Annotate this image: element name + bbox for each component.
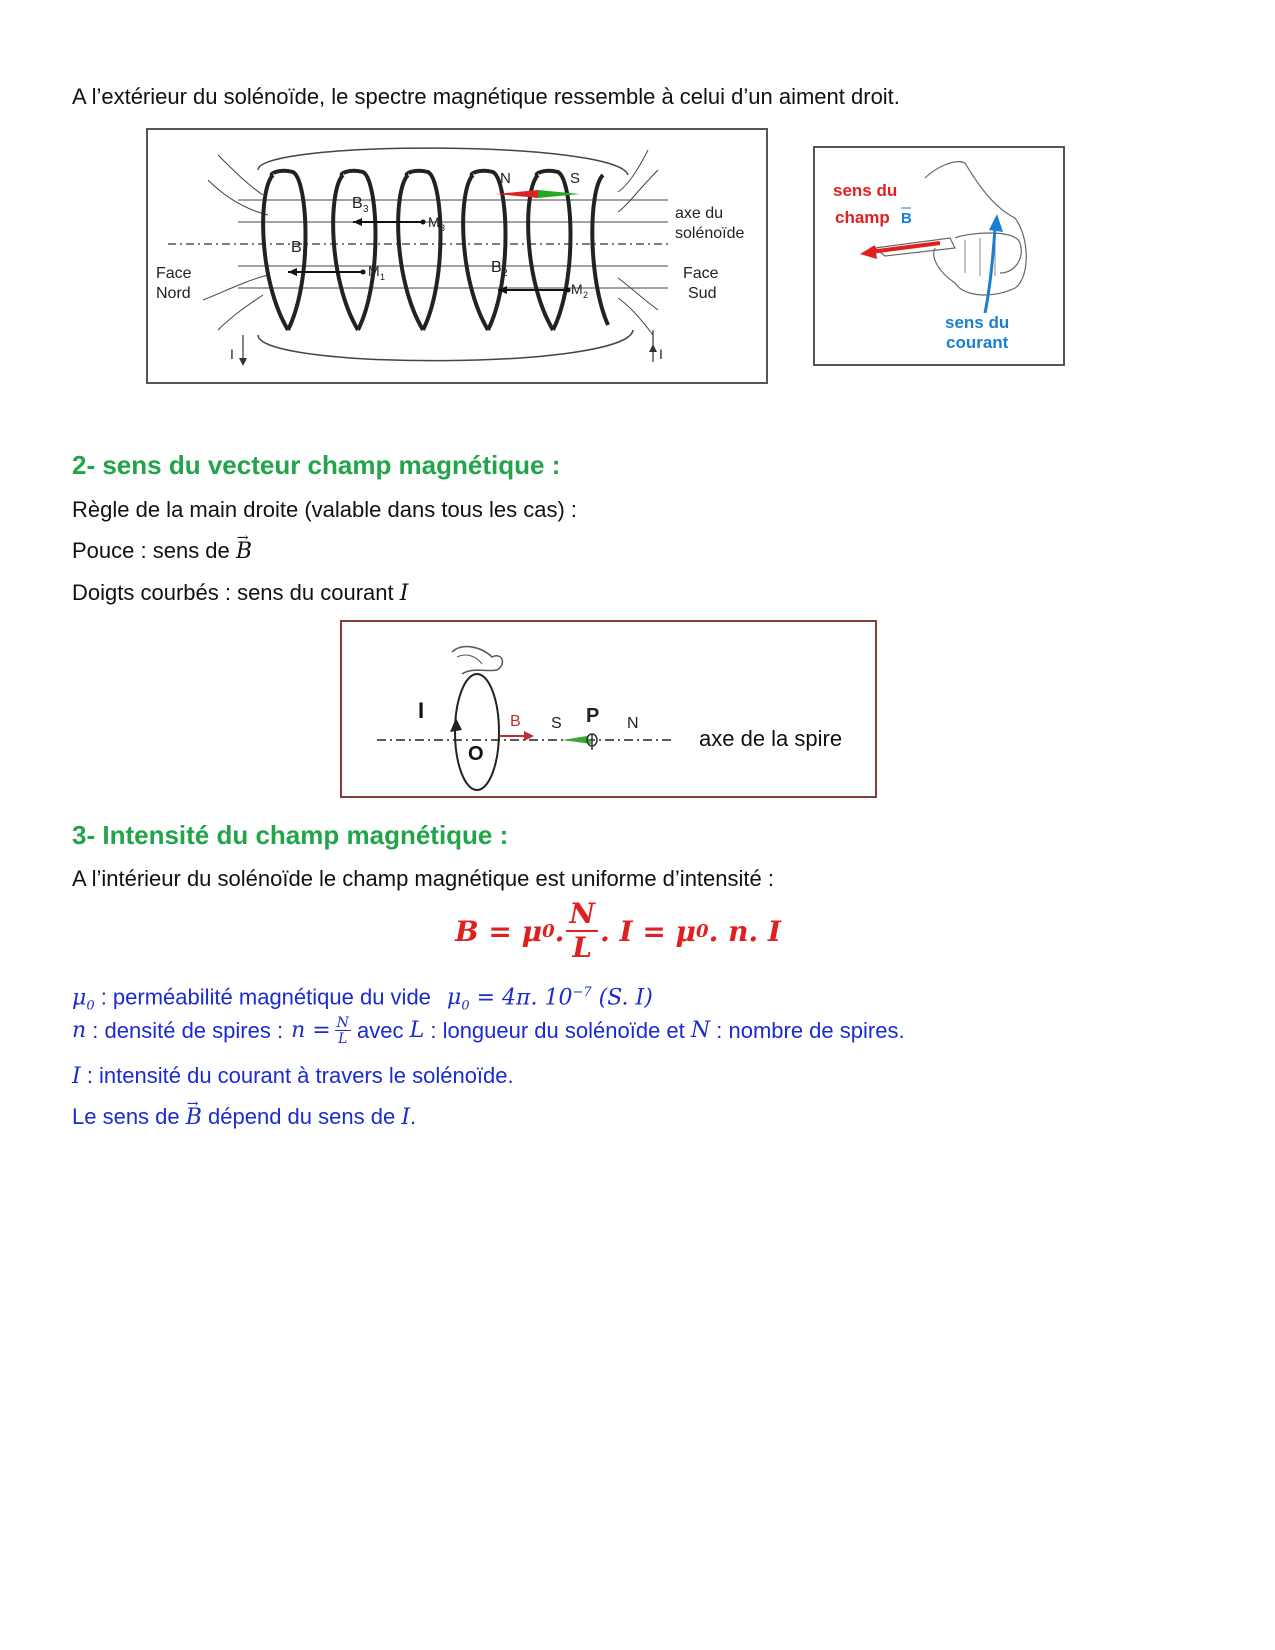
spire-center-label: O xyxy=(468,743,484,765)
n-text: : densité de spires : xyxy=(86,1018,284,1043)
thumb-prefix: Pouce : sens de xyxy=(72,538,230,563)
b2-sub: 2 xyxy=(502,268,508,279)
face-nord-label-1: Face xyxy=(156,265,192,282)
m1-sub: 1 xyxy=(380,272,386,282)
formula-sub0: 0 xyxy=(542,920,555,942)
axis-label-1: axe du xyxy=(675,205,724,222)
spire-s-label: S xyxy=(551,715,562,732)
direction-end: . xyxy=(410,1104,417,1129)
mu-exp: −7 xyxy=(572,985,592,1000)
mu-value: = 4π. 10 xyxy=(469,985,573,1011)
needle-n-label: N xyxy=(500,170,511,187)
b1-label: B xyxy=(291,239,302,256)
spire-p-label: P xyxy=(586,705,600,727)
formula-rest: . I = μ xyxy=(600,914,697,948)
direction-line xyxy=(72,1104,416,1131)
mu-definition xyxy=(72,980,653,1020)
mu-text: : perméabilité magnétique du vide xyxy=(94,984,431,1010)
mu-sub: 0 xyxy=(86,998,95,1014)
face-sud-label-1: Face xyxy=(683,265,719,282)
I-var: I xyxy=(72,1064,81,1089)
field-label-2: champ xyxy=(835,208,890,227)
rule-text: Règle de la main droite (valable dans tous les cas) : xyxy=(72,497,578,522)
b1-sub: 1 xyxy=(302,248,308,259)
field-label-1: sens du xyxy=(833,181,898,200)
formula-dot: . xyxy=(554,914,565,948)
mu-var: μ xyxy=(72,985,87,1011)
mu-value-var: μ xyxy=(447,985,462,1011)
thumb-vector: → B xyxy=(236,539,252,565)
n-var: n xyxy=(72,1018,87,1043)
current-label-2: courant xyxy=(946,333,1009,352)
face-nord-label-2: Nord xyxy=(156,285,191,302)
fingers-var: I xyxy=(399,581,409,606)
n-frac-den: L xyxy=(338,1031,348,1047)
formula-lhs: B = μ xyxy=(455,914,543,948)
current-in-label: I xyxy=(230,346,234,362)
mu-value-sub: 0 xyxy=(461,998,470,1014)
direction-vector: → B xyxy=(186,1105,202,1131)
direction-mid: dépend du sens de xyxy=(201,1104,402,1129)
solenoid-figure xyxy=(146,128,768,384)
main-formula xyxy=(455,897,782,964)
formula-num: N xyxy=(566,900,598,932)
solenoid-diagram xyxy=(148,130,766,382)
field-vec-label: B xyxy=(901,210,912,227)
spire-figure xyxy=(340,620,877,798)
fingers-prefix: Doigts courbés : sens du courant xyxy=(72,580,394,605)
m2-label: M xyxy=(571,281,583,297)
section2-title: 2- sens du vecteur champ magnétique : xyxy=(72,450,561,480)
thumb-line xyxy=(72,538,252,565)
L-var: L xyxy=(409,1018,425,1043)
I-definition xyxy=(72,1063,514,1090)
n-frac-num: N xyxy=(336,1015,349,1031)
L-text: : longueur du solénoïde et xyxy=(424,1018,691,1043)
I-text: : intensité du courant à travers le solénoïde. xyxy=(80,1063,514,1088)
formula-tail: . n. I xyxy=(708,914,782,948)
b3-sub: 3 xyxy=(363,204,369,215)
N-text: : nombre de spires. xyxy=(710,1018,905,1043)
section3-intro: A l’intérieur du solénoïde le champ magnétique est uniforme d’intensité : xyxy=(72,866,774,891)
intro-text: A l’extérieur du solénoïde, le spectre magnétique ressemble à celui d’un aiment droit. xyxy=(72,84,900,109)
spire-current-label: I xyxy=(418,698,425,723)
section3-title: 3- Intensité du champ magnétique : xyxy=(72,820,509,850)
spire-n-label: N xyxy=(627,715,639,732)
n-eq: n = xyxy=(291,1018,331,1043)
face-sud-label-2: Sud xyxy=(688,285,717,302)
formula-sub1: 0 xyxy=(696,920,709,942)
right-hand-figure xyxy=(813,146,1065,366)
m1-label: M xyxy=(368,263,380,279)
direction-var: I xyxy=(401,1105,411,1130)
mu-unit: (S. I) xyxy=(591,985,653,1011)
spire-axis-label: axe de la spire xyxy=(699,726,843,751)
direction-prefix: Le sens de xyxy=(72,1104,186,1129)
b2-label: B xyxy=(491,259,502,276)
needle-s-label: S xyxy=(570,170,581,187)
m3-sub: 3 xyxy=(440,223,446,233)
current-out-label: I xyxy=(659,346,663,362)
m3-label: M xyxy=(428,214,440,230)
axis-label-2: solénoïde xyxy=(675,225,745,242)
spire-field-label: B xyxy=(510,713,521,730)
formula-den: L xyxy=(572,931,593,964)
n-definition xyxy=(72,1016,905,1046)
m2-sub: 2 xyxy=(583,290,589,300)
n-fraction xyxy=(335,1016,351,1046)
right-hand-diagram xyxy=(815,148,1063,364)
formula-fraction xyxy=(566,897,598,964)
spire-diagram xyxy=(342,622,875,796)
current-label-1: sens du xyxy=(945,313,1010,332)
avec-text: avec xyxy=(350,1018,410,1043)
N-var: N xyxy=(690,1018,711,1043)
fingers-line xyxy=(72,580,408,607)
b3-label: B xyxy=(352,195,363,212)
